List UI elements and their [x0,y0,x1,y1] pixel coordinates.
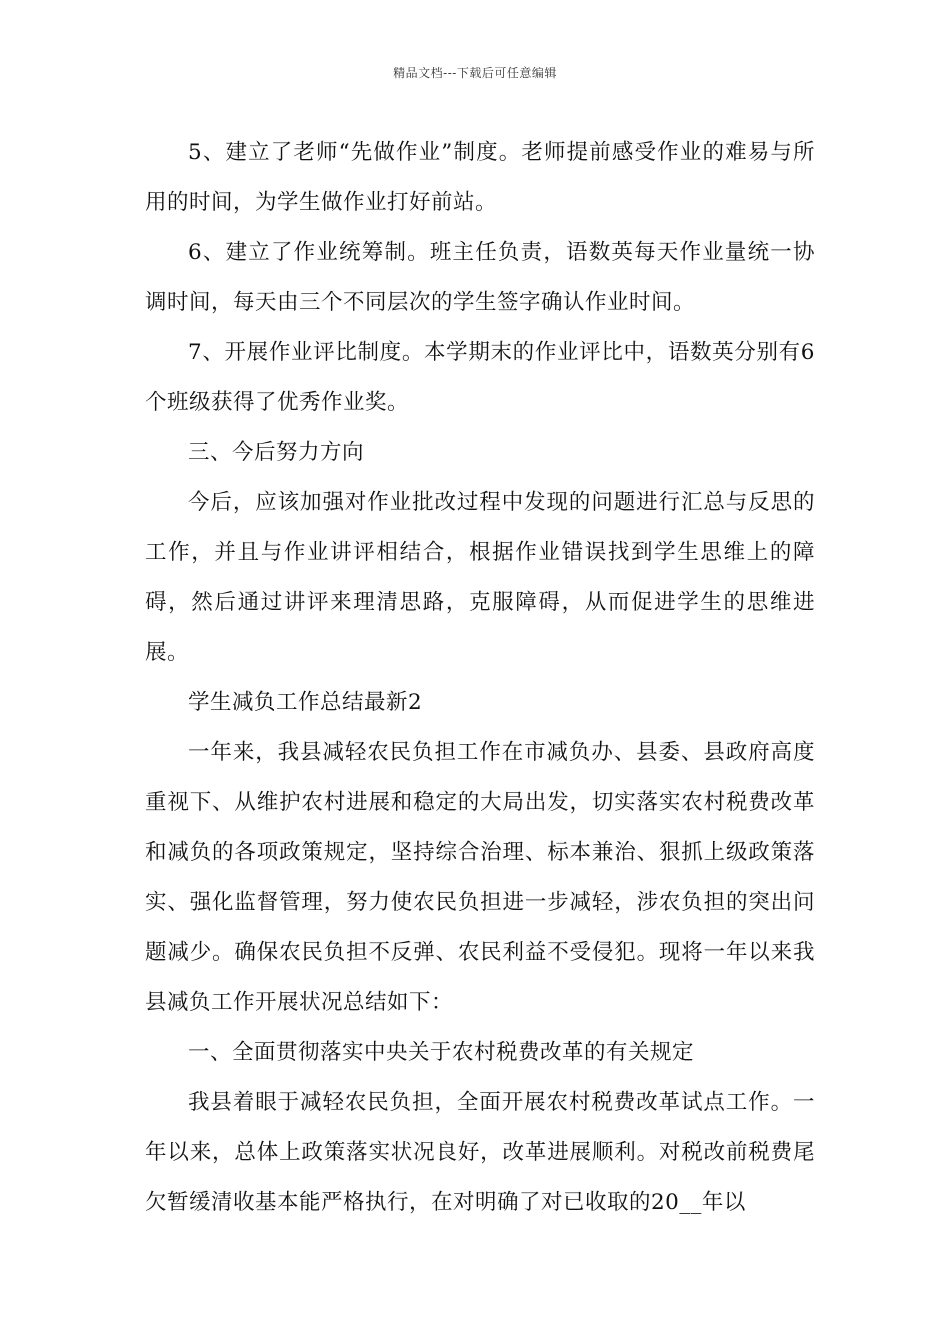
paragraph-future-direction: 今后，应该加强对作业批改过程中发现的问题进行汇总与反思的工作，并且与作业讲评相结合，根据作业错误找到学生思维上的障碍，然后通过讲评来理清思路，克服障碍，从而促进学生的思维进展。 [145,490,815,665]
section-heading-tax-reform: 一、全面贯彻落实中央关于农村税费改革的有关规定 [188,1040,695,1065]
paragraph-intro: 一年来，我县减轻农民负担工作在市减负办、县委、县政府高度重视下、从维护农村进展和稳定的大局出发，切实落实农村税费改革和减负的各项政策规定，坚持综合治理、标本兼治、狠抓上级政策落实、强化监督管理，努力使农民负担进一步减轻，涉农负担的突出问题减少。确保农民负担不反弹、农民利益不受侵犯。现将一年以来我县减负工作开展状况总结如下： [145,740,815,1015]
paragraph-tax-reform: 我县着眼于减轻农民负担，全面开展农村税费改革试点工作。一年以来，总体上政策落实状况良好，改革进展顺利。对税改前税费尾欠暂缓清收基本能严格执行，在对明确了对已收取的20__年以 [145,1090,815,1215]
section-heading-future-direction: 三、今后努力方向 [188,440,365,465]
document-subtitle: 学生减负工作总结最新2 [188,690,423,715]
page-header: 精品文档---下载后可任意编辑 [393,66,557,80]
paragraph-item-6: 6、建立了作业统筹制。班主任负责，语数英每天作业量统一协调时间，每天由三个不同层次的学生签字确认作业时间。 [145,240,815,315]
paragraph-item-7: 7、开展作业评比制度。本学期末的作业评比中，语数英分别有6个班级获得了优秀作业奖。 [145,340,815,415]
document-body [145,128,815,1228]
paragraph-item-5: 5、建立了老师“先做作业”制度。老师提前感受作业的难易与所用的时间，为学生做作业打好前站。 [145,140,815,215]
